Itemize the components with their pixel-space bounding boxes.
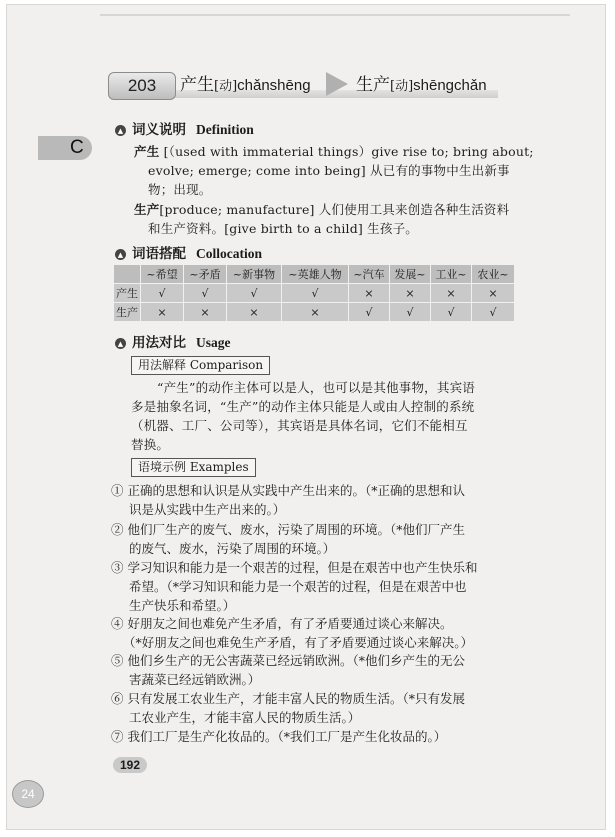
table-cell: × [141, 303, 184, 322]
example-line: 他们厂生产的废气、废水，污染了周围的环境。（*他们厂产生 [127, 522, 466, 537]
comparison-label: 用法解释 Comparison [131, 356, 270, 375]
example-1 [111, 481, 511, 519]
example-number: ③ [111, 560, 124, 575]
table-cell: × [227, 303, 282, 322]
collocation-table [113, 264, 515, 322]
page-number: 192 [113, 757, 147, 773]
top-rule [100, 14, 570, 16]
entry-header [108, 68, 498, 100]
bullet-icon: ▲ [115, 338, 126, 349]
definition-2-line1: [produce; manufacture] 人们使用工具来创造各种生活资料 [159, 202, 510, 217]
example-number: ④ [111, 616, 124, 631]
example-5 [111, 651, 511, 689]
section-definition-en: Definition [196, 122, 254, 137]
example-2 [111, 520, 511, 558]
section-usage-zh: 用法对比 [132, 335, 186, 351]
example-line: 生产快乐和希望。） [129, 598, 236, 613]
word2-pos: [动] [390, 79, 414, 94]
example-line: 的废气、废水，污染了周围的环境。） [129, 541, 336, 556]
examples-label: 语境示例 Examples [131, 458, 256, 477]
example-4 [111, 614, 511, 652]
example-number: ⑥ [111, 691, 124, 706]
table-corner [114, 265, 141, 284]
comparison-line: 替换。 [131, 437, 170, 452]
table-cell: √ [282, 284, 349, 303]
definition-2 [134, 200, 509, 238]
table-cell: × [472, 284, 515, 303]
table-col-header: 发展~ [390, 265, 431, 284]
example-3 [111, 558, 511, 615]
section-collocation-zh: 词语搭配 [132, 246, 186, 262]
definition-2-line2: 和生产资料。[give birth to a child] 生孩子。 [148, 221, 418, 236]
example-line: 希望。（*学习知识和能力是一个艰苦的过程，但是在艰苦中也 [129, 579, 467, 594]
table-header-row [114, 265, 515, 284]
word2-hanzi: 生产 [356, 75, 390, 95]
section-collocation-en: Collocation [196, 246, 262, 261]
table-cell: × [431, 284, 472, 303]
table-row [114, 284, 515, 303]
table-row [114, 303, 515, 322]
definition-1-word: 产生 [134, 144, 160, 159]
word1-hanzi: 产生 [180, 75, 214, 95]
bullet-icon: ▲ [115, 249, 126, 260]
table-cell: √ [472, 303, 515, 322]
comparison-line: 多是抽象名词，“生产”的动作主体只能是人或由人控制的系统 [131, 399, 475, 414]
definition-2-word: 生产 [134, 202, 160, 217]
section-definition [115, 118, 254, 138]
example-line: 好朋友之间也难免产生矛盾，有了矛盾要通过谈心来解决。 [127, 616, 453, 631]
header-word-2 [356, 70, 487, 95]
arrow-icon [326, 72, 348, 96]
example-line: 学习知识和能力是一个艰苦的过程，但是在艰苦中也产生快乐和 [127, 560, 478, 575]
table-cell: × [282, 303, 349, 322]
table-row-label: 生产 [114, 303, 141, 322]
section-collocation [115, 242, 262, 262]
definition-1-line2: evolve; emerge; come into being] 从已有的事物中生出新事 [148, 163, 510, 178]
table-cell: × [390, 284, 431, 303]
table-cell: × [184, 303, 227, 322]
section-usage-en: Usage [196, 335, 231, 350]
table-cell: √ [349, 303, 390, 322]
example-line: 害蔬菜已经远销欧洲。） [129, 672, 261, 687]
table-col-header: ~汽车 [349, 265, 390, 284]
header-word-1 [180, 70, 311, 95]
corner-badge: 24 [12, 780, 44, 808]
example-line: 他们乡生产的无公害蔬菜已经远销欧洲。（*他们乡产生的无公 [127, 653, 466, 668]
table-cell: √ [227, 284, 282, 303]
word2-pinyin: shēngchǎn [413, 77, 487, 94]
table-col-header: ~矛盾 [184, 265, 227, 284]
example-number: ⑤ [111, 653, 124, 668]
table-col-header: ~新事物 [227, 265, 282, 284]
table-cell: √ [141, 284, 184, 303]
example-number: ② [111, 522, 124, 537]
table-cell: × [349, 284, 390, 303]
table-col-header: ~希望 [141, 265, 184, 284]
bullet-icon: ▲ [115, 125, 126, 136]
example-7 [111, 727, 511, 746]
example-line: 正确的思想和认识是从实践中产生出来的。（*正确的思想和认 [127, 483, 466, 498]
comparison-line: “产生”的动作主体可以是人，也可以是其他事物，其宾语 [157, 380, 475, 395]
word1-pos: [动] [214, 79, 238, 94]
example-number: ① [111, 483, 124, 498]
definition-1-line1: [（used with immaterial things）give rise to; bring about; [163, 144, 534, 159]
letter-tab-label: C [70, 137, 84, 158]
example-line: 工农业产生，才能丰富人民的物质生活。） [129, 710, 361, 725]
table-row-label: 产生 [114, 284, 141, 303]
entry-number: 203 [108, 72, 176, 100]
table-cell: √ [431, 303, 472, 322]
example-line: 我们工厂是生产化妆品的。（*我们工厂是产生化妆品的。） [127, 729, 447, 744]
definition-1 [134, 142, 534, 199]
word1-pinyin: chǎnshēng [237, 77, 311, 94]
letter-tab [38, 136, 92, 160]
table-col-header: 农业~ [472, 265, 515, 284]
table-col-header: ~英雄人物 [282, 265, 349, 284]
example-line: （*好朋友之间也难免生产矛盾，有了矛盾要通过谈心来解决。） [123, 635, 474, 650]
example-line: 只有发展工农业生产，才能丰富人民的物质生活。（*只有发展 [127, 691, 466, 706]
section-usage [115, 331, 231, 351]
table-col-header: 工业~ [431, 265, 472, 284]
table-cell: √ [390, 303, 431, 322]
definition-1-line3: 物；出现。 [148, 182, 212, 197]
example-line: 识是从实践中生产出来的。） [129, 502, 286, 517]
comparison-text [131, 378, 511, 454]
example-number: ⑦ [111, 729, 124, 744]
example-6 [111, 689, 511, 727]
table-cell: √ [184, 284, 227, 303]
comparison-line: （机器、工厂、公司等），其宾语是具体名词，它们不能相互 [131, 418, 468, 433]
section-definition-zh: 词义说明 [132, 122, 186, 138]
